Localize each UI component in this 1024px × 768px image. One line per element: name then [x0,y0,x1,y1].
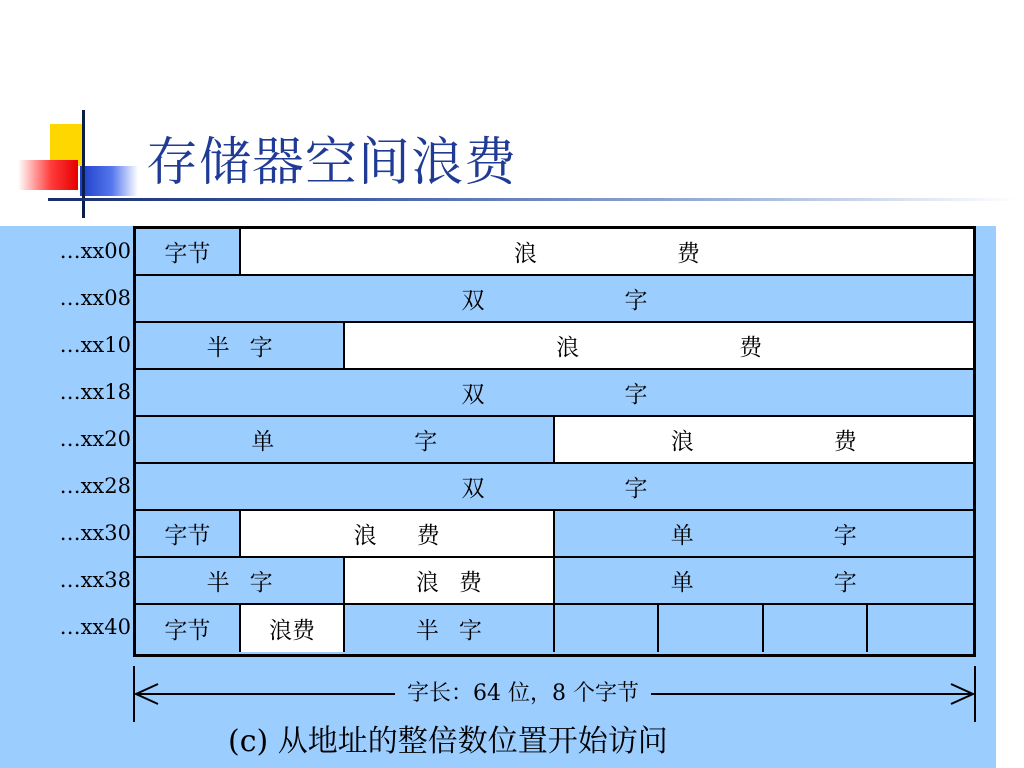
cell-char: 字 [624,476,648,502]
waste-cell [241,511,555,556]
data-cell [136,464,973,509]
cell-char: 单 [670,570,694,596]
decor-red-bar [18,160,78,190]
word-length-label: 字长：64 位，8 个字节 [395,676,651,707]
memory-row [136,323,973,370]
cell-char: 字 [624,288,648,314]
data-cell [136,276,973,321]
cell-label: 浪费 [268,618,315,644]
address-label: …xx18 [59,380,131,404]
decor-blue-bar [80,166,138,196]
memory-row [136,605,973,652]
page-title: 存储器空间浪费 [146,133,518,193]
address-label: …xx10 [59,333,131,357]
memory-grid [133,226,976,657]
cell-char: 字 [249,335,273,361]
cell-char: 字 [414,429,438,455]
memory-row [136,370,973,417]
cell-char: 半 [206,570,230,596]
cell-char: 浪 [513,241,537,267]
cell-char: 双 [461,288,485,314]
data-cell [136,417,555,462]
cell-char: 单 [251,429,275,455]
data-cell [764,605,869,652]
data-cell [136,558,345,603]
cell-char: 单 [670,523,694,549]
memory-row [136,276,973,323]
cell-char: 字 [249,570,273,596]
cell-char: 费 [676,241,700,267]
cell-char: 费 [416,523,440,549]
cell-label: 字节 [164,618,211,644]
data-cell [555,511,974,556]
waste-cell [555,417,974,462]
waste-cell [345,558,554,603]
figure-caption: (c) 从地址的整倍数位置开始访问 [228,724,668,759]
waste-cell [345,323,973,368]
memory-row [136,229,973,276]
cell-char: 字 [833,523,857,549]
data-cell [659,605,764,652]
cell-char: 浪 [353,523,377,549]
address-label: …xx00 [59,239,131,263]
cell-char: 浪 [556,335,580,361]
cell-char: 半 [415,618,439,644]
cell-char: 费 [458,570,482,596]
data-cell [136,605,241,652]
address-label: …xx28 [59,474,131,498]
waste-cell [241,605,346,652]
data-cell [345,605,554,652]
waste-cell [241,229,973,274]
cell-char: 字 [624,382,648,408]
data-cell [555,558,974,603]
data-cell [136,323,345,368]
title-underline [48,198,1018,201]
address-label: …xx40 [59,615,131,639]
cell-char: 浪 [670,429,694,455]
cell-char: 费 [739,335,763,361]
address-label: …xx30 [59,521,131,545]
cell-char: 双 [461,476,485,502]
cell-label: 字节 [164,523,211,549]
data-cell [136,229,241,274]
data-cell [136,511,241,556]
cell-char: 双 [461,382,485,408]
address-label: …xx38 [59,568,131,592]
address-label: …xx08 [59,286,131,310]
cell-char: 字 [458,618,482,644]
cell-char: 字 [833,570,857,596]
cell-char: 半 [206,335,230,361]
address-label: …xx20 [59,427,131,451]
cell-label: 字节 [164,241,211,267]
data-cell [868,605,973,652]
memory-row [136,558,973,605]
memory-row [136,511,973,558]
memory-row [136,464,973,511]
data-cell [136,370,973,415]
cell-char: 费 [833,429,857,455]
decor-vertical-line [82,110,85,218]
data-cell [555,605,660,652]
cell-char: 浪 [415,570,439,596]
memory-row [136,417,973,464]
